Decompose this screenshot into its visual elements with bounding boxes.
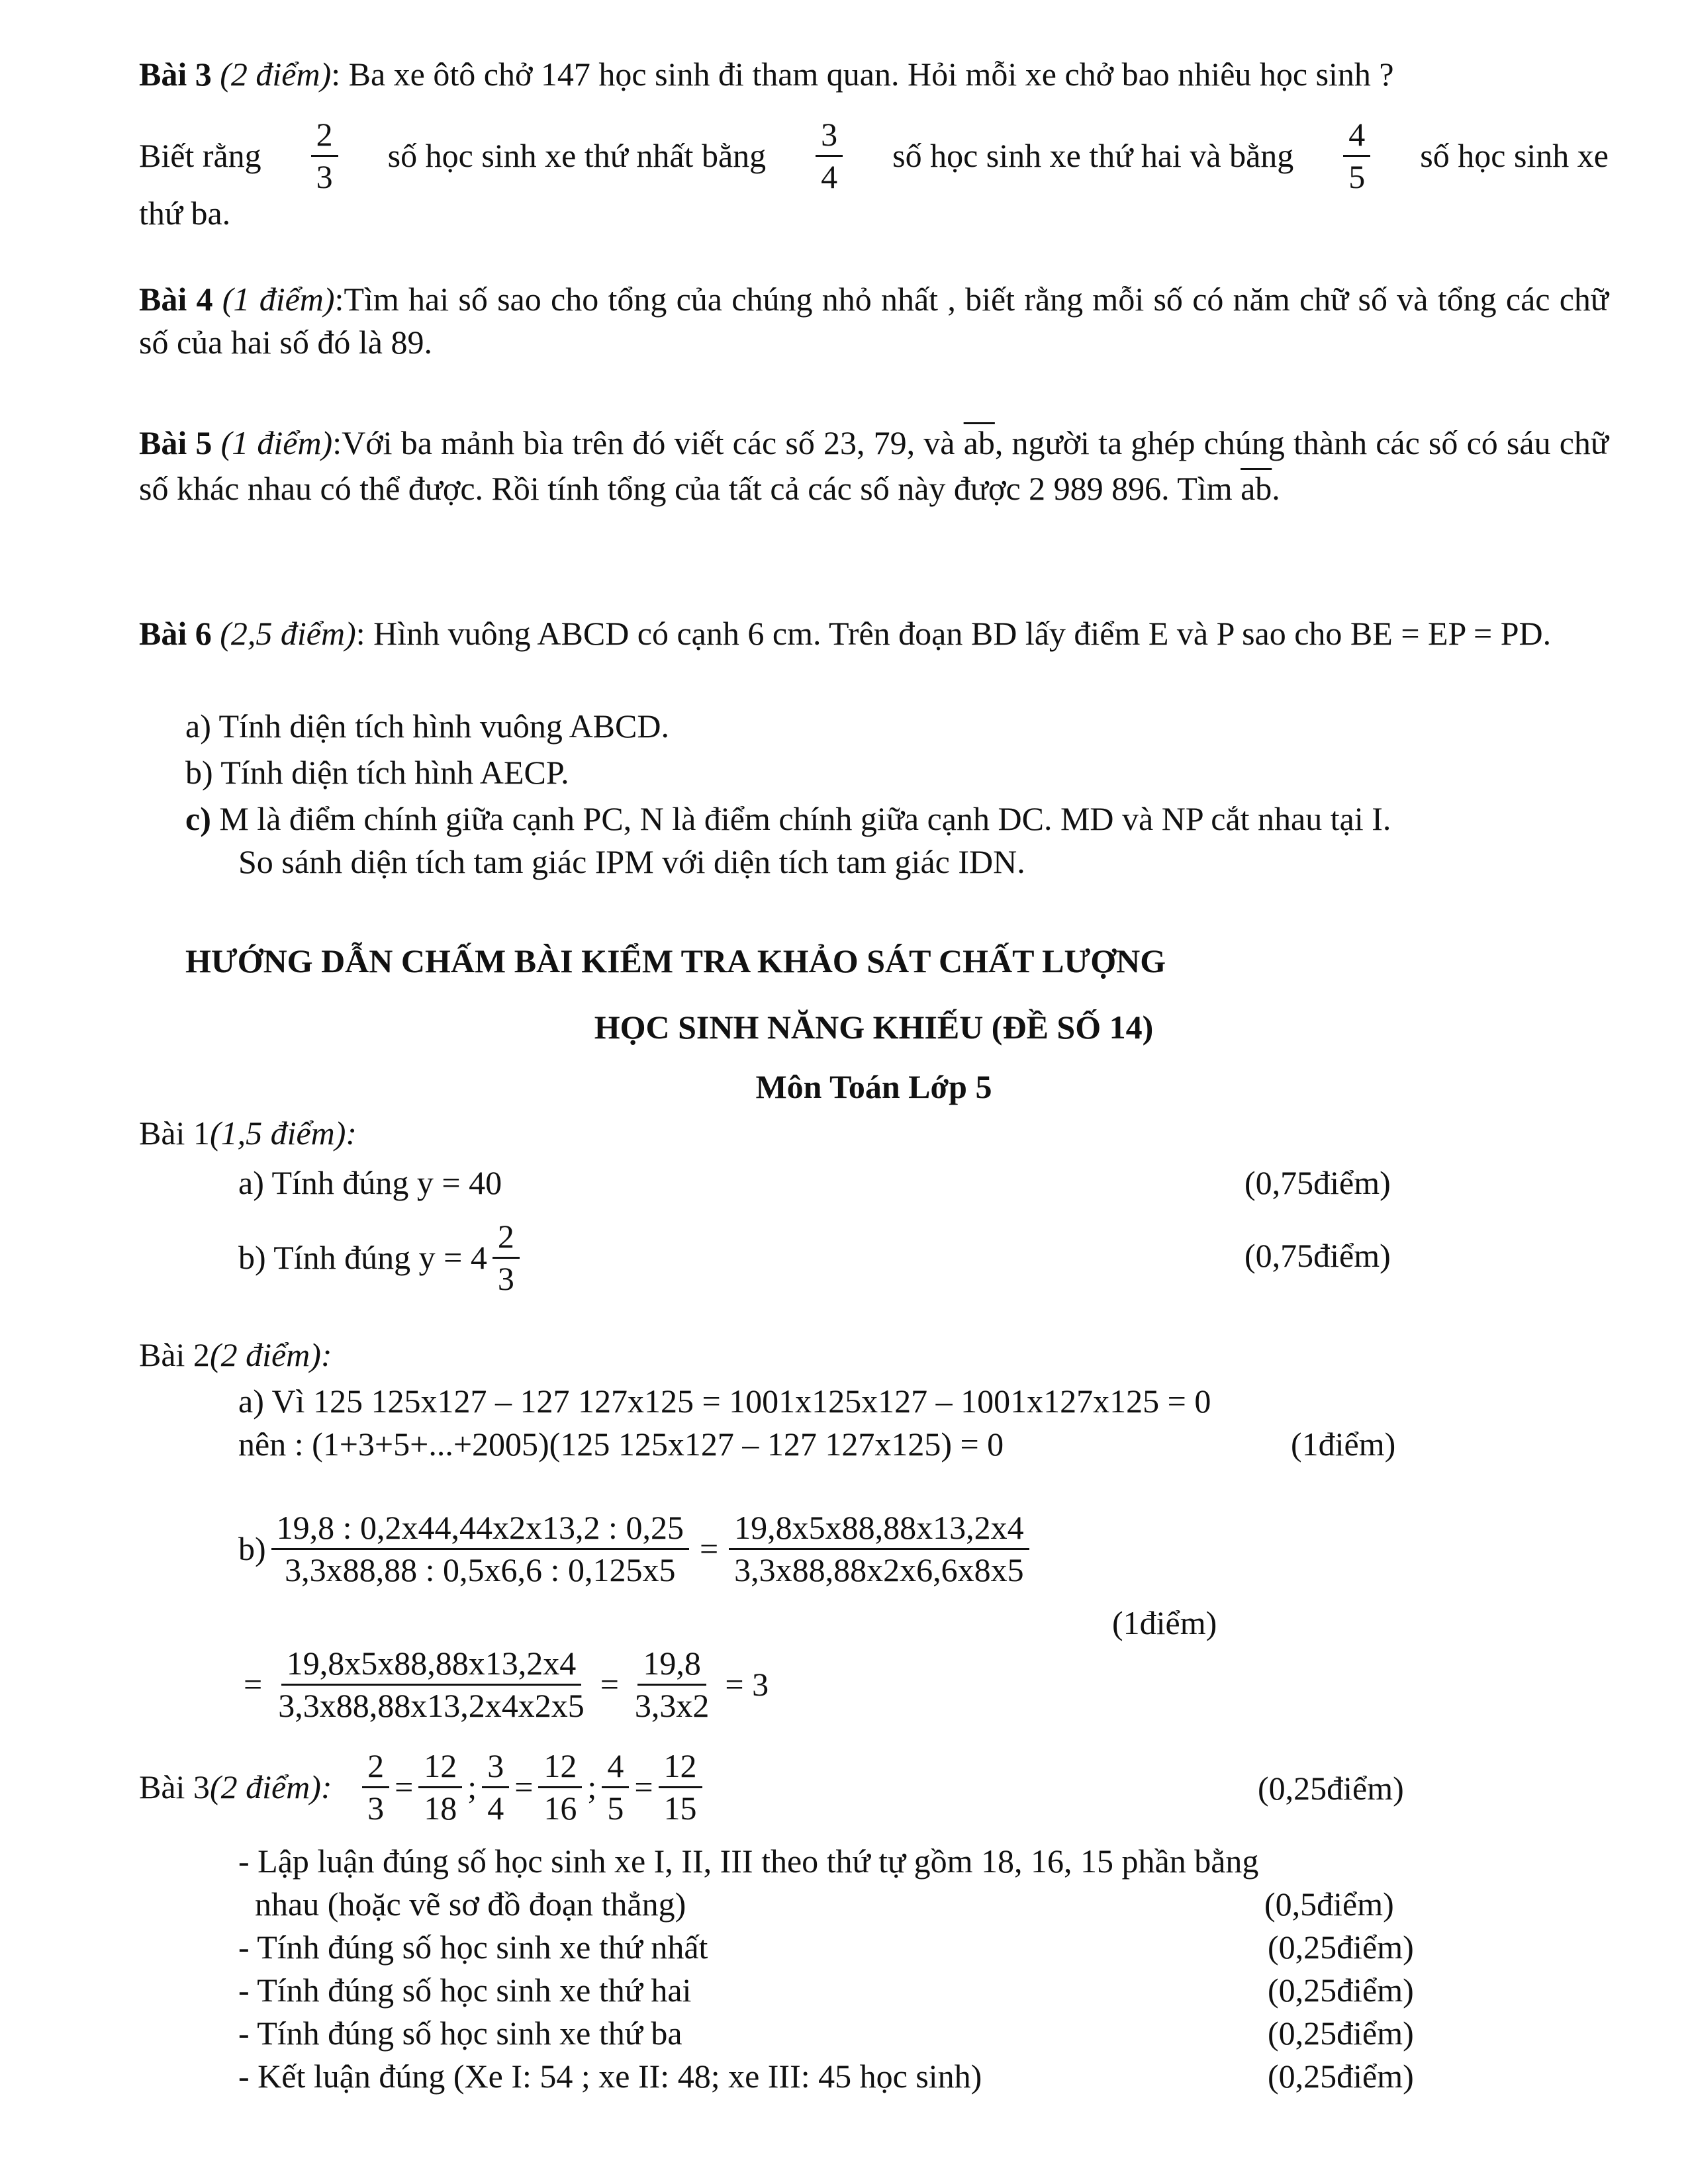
answer-3-step-1-points: (0,5điểm) [1264,1886,1394,1923]
problem-3 [139,53,1609,96]
answer-3-step-4: - Tính đúng số học sinh xe thứ ba [238,2015,682,2052]
fraction: $\frac{3}{4}$ [816,117,843,194]
fraction: $\frac{19,8}{3,3x2}$ [634,1645,710,1724]
problem-3-text: : Ba xe ôtô chở 147 học sinh đi tham quan. Hỏi mỗi xe chở bao nhiêu học sinh ? [331,56,1394,93]
answer-3-heading: Bài 3 (2 điểm): $\frac{2}{3}$ = $\frac{12}{18}$ ; $\frac{3}{4}$ = $\frac{12}{16}$ ; $\frac{4}{5}$ = $\frac{12}{15}$ [139,1737,708,1837]
answer-3-fractions-points: (0,25điểm) [1258,1770,1404,1807]
problem-6-c-line-2: So sánh diện tích tam giác IPM với diện tích tam giác IDN. [238,843,1025,880]
fraction: $\frac{4}{5}$ [602,1749,629,1825]
answer-1-b-points: (0,75điểm) [1244,1237,1391,1274]
problem-6-c: c) M là điểm chính giữa cạnh PC, N là điểm chính giữa cạnh DC. MD và NP cắt nhau tại I. [185,800,1391,837]
answer-1-heading: Bài 1(1,5 điểm): [139,1115,357,1152]
answer-2-a-line-1: a) Vì 125 125x127 – 127 127x125 = 1001x125x127 – 1001x127x125 = 0 [238,1383,1211,1420]
problem-3-score: (2 điểm) [220,56,332,93]
answer-2-a-line-2: nên : (1+3+5+...+2005)(125 125x127 – 127 127x125) = 0 [238,1426,1004,1463]
problem-3-line-2: Biết rằng $\frac{2}{3}$ số học sinh xe thứ nhất bằng $\frac{3}{4}$ số học sinh xe thứ hai và bằng $\frac{4}{5}$ số học sinh xe [139,116,1609,195]
fraction: $\frac{12}{15}$ [659,1749,702,1825]
fraction: $\frac{12}{18}$ [418,1749,462,1825]
answer-3-step-3: - Tính đúng số học sinh xe thứ hai [238,1972,692,2009]
fraction: $\frac{2}{3}$ [362,1749,389,1825]
problem-5: Bài 5 (1 điểm):Với ba mảnh bìa trên đó viết các số 23, 79, và $\overline{ab}$, người ta ghép chúng thành các số có sáu chữ số khác nhau có thể được. Rồi tính tổng của tất cả các số này được 2 989 896. Tìm $\overline{ab}$. [139,424,1609,507]
fraction: $\frac{3}{4}$ [482,1749,509,1825]
fraction: $\frac{19,8x5x88,88x13,2x4}{3,3x88,88x13,2x4x2x5}$ [278,1645,585,1724]
answer-3-conclusion-points: (0,25điểm) [1268,2058,1414,2095]
problem-6-b: b) Tính diện tích hình AECP. [185,754,569,791]
answer-1-a: a) Tính đúng y = 40 [238,1164,502,1201]
guide-subtitle: HỌC SINH NĂNG KHIẾU (ĐỀ SỐ 14) [594,1009,1154,1046]
guide-title: HƯỚNG DẪN CHẤM BÀI KIỂM TRA KHẢO SÁT CHẤT LƯỢNG [185,942,1166,979]
problem-6: Bài 6 (2,5 điểm): Hình vuông ABCD có cạnh 6 cm. Trên đoạn BD lấy điểm E và P sao cho BE = EP = PD. [139,615,1552,652]
answer-3-step-2-points: (0,25điểm) [1268,1929,1414,1966]
answer-1-a-points: (0,75điểm) [1244,1164,1391,1201]
answer-3-step-1: - Lập luận đúng số học sinh xe I, II, III theo thứ tự gồm 18, 16, 15 phần bằng [238,1843,1259,1880]
fraction: $\frac{19,8 : 0,2x44,44x2x13,2 : 0,25}{3,3x88,88 : 0,5x6,6 : 0,125x5}$ [271,1510,689,1587]
answer-3-step-1-cont: nhau (hoặc vẽ sơ đồ đoạn thẳng) [255,1886,686,1923]
fraction: $\frac{19,8x5x88,88x13,2x4}{3,3x88,88x2x6,6x8x5}$ [729,1510,1029,1587]
fraction: $\frac{12}{16}$ [538,1749,582,1825]
answer-2-b-line-2: = $\frac{19,8x5x88,88x13,2x4}{3,3x88,88x13,2x4x2x5}$ = $\frac{19,8}{3,3x2}$ = 3 [244,1645,769,1724]
answer-2-b-points: (1điểm) [1112,1604,1217,1641]
problem-3-line-3: thứ ba. [139,195,231,232]
answer-3-conclusion: - Kết luận đúng (Xe I: 54 ; xe II: 48; xe III: 45 học sinh) [238,2058,982,2095]
answer-2-b-line-1: b) $\frac{19,8 : 0,2x44,44x2x13,2 : 0,25}{3,3x88,88 : 0,5x6,6 : 0,125x5}$ = $\frac{19,8x5x88,88x13,2x4}{3,3x88,88x2x6,6x8x5}$ [238,1499,1035,1598]
fraction: $\frac{4}{5}$ [1343,117,1370,194]
answer-3-step-2: - Tính đúng số học sinh xe thứ nhất [238,1929,708,1966]
answer-2-heading: Bài 2(2 điểm): [139,1336,332,1373]
problem-4: Bài 4 (1 điểm):Tìm hai số sao cho tổng của chúng nhỏ nhất , biết rằng mỗi số có năm chữ số và tổng các chữ số của hai số đó là 89. [139,281,1609,361]
guide-subject: Môn Toán Lớp 5 [755,1068,992,1105]
fraction: $\frac{2}{3}$ [311,117,338,194]
answer-3-step-4-points: (0,25điểm) [1268,2015,1414,2052]
problem-3-label: Bài 3 [139,56,212,93]
problem-6-a: a) Tính diện tích hình vuông ABCD. [185,707,669,745]
answer-2-a-points: (1điểm) [1291,1426,1396,1463]
answer-3-step-3-points: (0,25điểm) [1268,1972,1414,2009]
fraction: $\frac{2}{3}$ [492,1219,520,1296]
answer-1-b: b) Tính đúng y = 4 $\frac{2}{3}$ [238,1214,525,1300]
